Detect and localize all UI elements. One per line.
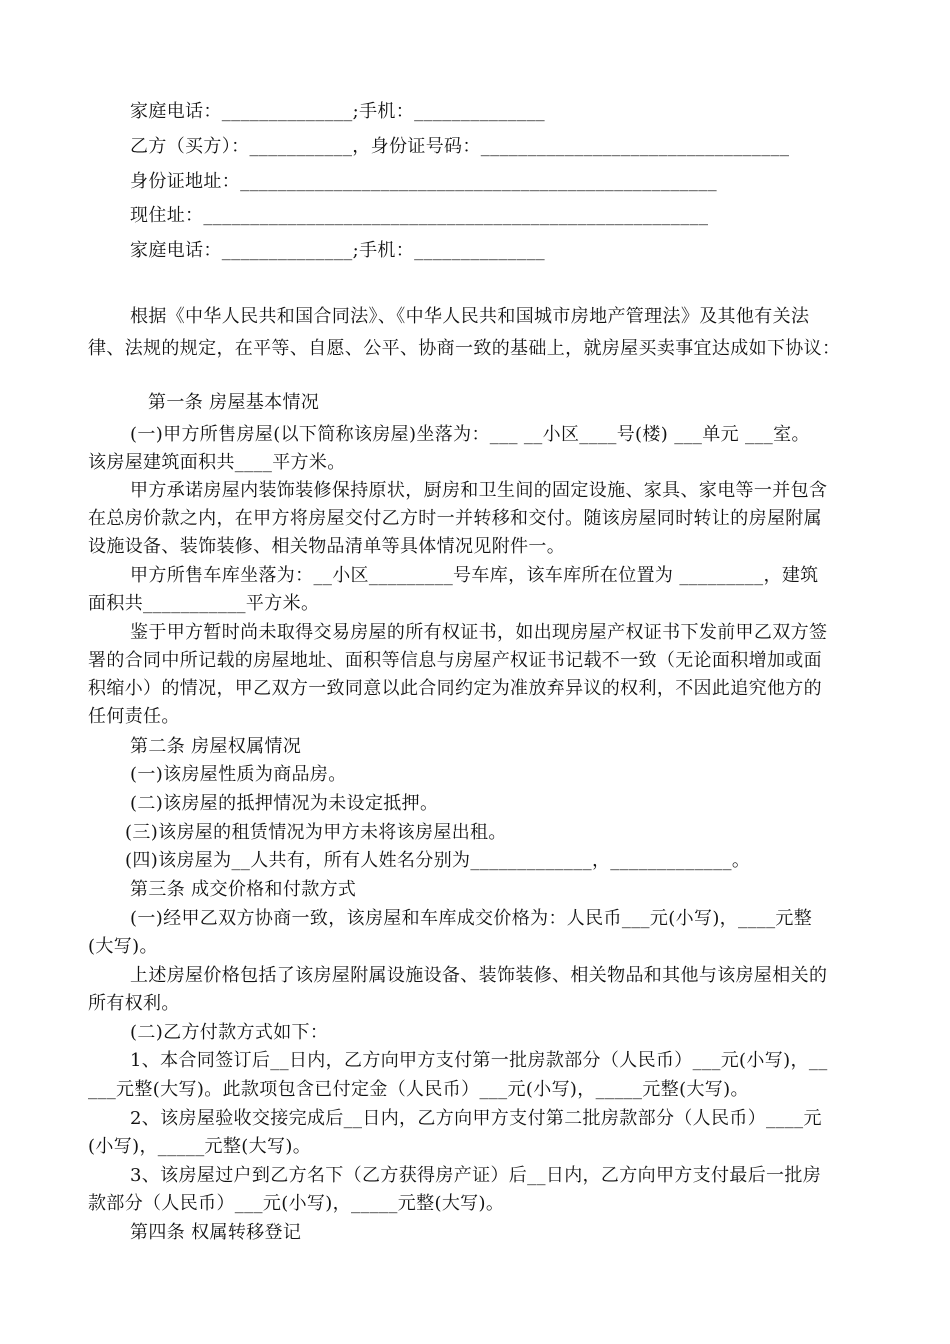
article-1-p4-line-1: 鉴于甲方暂时尚未取得交易房屋的所有权证书，如出现房屋产权证书下发前甲乙双方签 [130,622,828,643]
party-b-current-address: 现住址：______________________________________________________ [130,205,709,226]
article-1-p4-line-3: 积缩小）的情况，甲乙双方一致同意以此合同约定为准放弃异议的权利，不因此追究他方的 [88,678,822,699]
party-b-phone-line: 家庭电话：______________;手机：______________ [130,240,546,261]
payment-2-line-2: (小写)，_____元整(大写)。 [88,1136,312,1157]
payment-1-line-2: ___元整(大写)。此款项包含已付定金（人民币）___元(小写)，_____元整(大写)。 [88,1079,749,1100]
article-3-p1-line-2: (大写)。 [88,936,158,957]
article-4-heading: 第四条 权属转移登记 [130,1222,302,1243]
article-3-p2-line-2: 所有权利。 [88,993,180,1014]
article-2-heading: 第二条 房屋权属情况 [130,736,302,757]
article-1-p3-line-1: 甲方所售车库坐落为：__小区_________号车库，该车库所在位置为 _________，建筑 [130,565,819,586]
article-1-heading: 第一条 房屋基本情况 [148,392,320,413]
article-2-item-4: (四)该房屋为__人共有，所有人姓名分别为_____________，_____________。 [125,850,751,871]
party-b-line: 乙方（买方）：___________，身份证号码：_________________________________ [130,136,790,157]
payment-3-line-2: 款部分（人民币）___元(小写)，_____元整(大写)。 [88,1193,505,1214]
article-3-p2-line-1: 上述房屋价格包括了该房屋附属设施设备、装饰装修、相关物品和其他与该房屋相关的 [130,965,828,986]
party-a-phone-line: 家庭电话：______________;手机：______________ [130,101,546,122]
article-1-p4-line-4: 任何责任。 [88,706,180,727]
article-3-heading: 第三条 成交价格和付款方式 [130,879,357,900]
article-3-p1-line-1: (一)经甲乙双方协商一致，该房屋和车库成交价格为：人民币___元(小写)，____元整 [130,908,813,929]
article-2-item-2: (二)该房屋的抵押情况为未设定抵押。 [130,793,439,814]
preamble-line-1: 根据《中华人民共和国合同法》、《中华人民共和国城市房地产管理法》及其他有关法 [130,306,810,327]
payment-3-line-1: 3、该房屋过户到乙方名下（乙方获得房产证）后__日内，乙方向甲方支付最后一批房 [130,1165,822,1186]
article-1-p2-line-3: 设施设备、装饰装修、相关物品清单等具体情况见附件一。 [88,536,566,557]
article-1-p1-line-2: 该房屋建筑面积共____平方米。 [88,452,346,473]
article-1-p1-line-1: (一)甲方所售房屋(以下简称该房屋)坐落为：___ __小区____号(楼) ___单元 ___室。 [130,424,810,445]
payment-2-line-1: 2、该房屋验收交接完成后__日内，乙方向甲方支付第二批房款部分（人民币）____元 [130,1108,822,1129]
article-1-p2-line-2: 在总房价款之内，在甲方将房屋交付乙方时一并转移和交付。随该房屋同时转让的房屋附属 [88,508,822,529]
payment-1-line-1: 1、本合同签订后__日内，乙方向甲方支付第一批房款部分（人民币）___元(小写)，__ [130,1050,828,1071]
article-2-item-1: (一)该房屋性质为商品房。 [130,764,347,785]
article-1-p2-line-1: 甲方承诺房屋内装饰装修保持原状，厨房和卫生间的固定设施、家具、家电等一并包含 [130,480,828,501]
preamble-line-2: 律、法规的规定，在平等、自愿、公平、协商一致的基础上，就房屋买卖事宜达成如下协议： [88,338,841,359]
article-1-p3-line-2: 面积共___________平方米。 [88,593,320,614]
article-2-item-3: (三)该房屋的租赁情况为甲方未将该房屋出租。 [125,822,507,843]
article-3-payment-method: (二)乙方付款方式如下： [130,1022,329,1043]
party-b-id-address: 身份证地址：___________________________________________________ [130,171,717,192]
article-1-p4-line-2: 署的合同中所记载的房屋地址、面积等信息与房屋产权证书记载不一致（无论面积增加或面 [88,650,822,671]
